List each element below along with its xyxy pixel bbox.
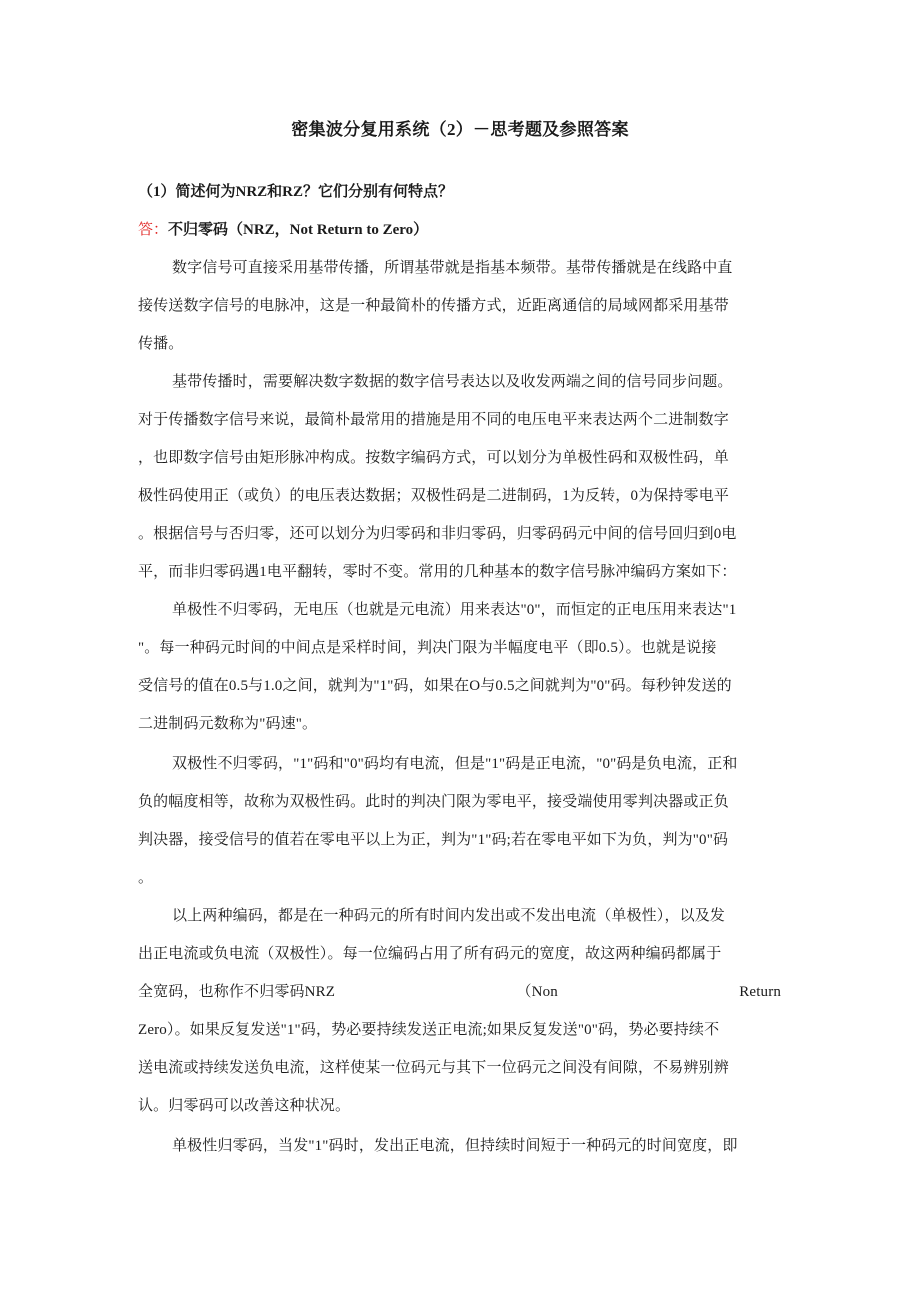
paragraph-1-line-1: 数字信号可直接采用基带传播，所谓基带就是指基本频带。基带传播就是在线路中直	[172, 260, 733, 276]
paragraph-3-line-3: 受信号的值在0.5与1.0之间，就判为"1"码，如果在O与0.5之间就判为"0"码。每秒钟发送的	[138, 678, 732, 694]
paragraph-1-line-3: 传播。	[138, 336, 184, 352]
paragraph-4-line-1: 双极性不归零码，"1"码和"0"码均有电流，但是"1"码是正电流，"0"码是负电流，正和	[172, 756, 738, 772]
paragraph-5-line-4: Zero）。如果反复发送"1"码，势必要持续发送正电流;如果反复发送"0"码，势必要持续不	[138, 1022, 720, 1038]
answer-heading	[138, 217, 428, 243]
paragraph-1-line-2: 接传送数字信号的电脉冲，这是一种最简朴的传播方式，近距离通信的局域网都采用基带	[138, 298, 729, 314]
paragraph-3-line-2: "。每一种码元时间的中间点是采样时间，判决门限为半幅度电平（即0.5）。也就是说接	[138, 640, 717, 656]
paragraph-2-line-5: 。根据信号与否归零，还可以划分为归零码和非归零码，归零码码元中间的信号回归到0电	[138, 526, 737, 542]
question-heading: （1）简述何为NRZ和RZ？它们分别有何特点？	[138, 184, 454, 200]
paragraph-5-line-2: 出正电流或负电流（双极性）。每一位编码占用了所有码元的宽度，故这两种编码都属于	[138, 946, 722, 962]
paragraph-4-line-4: 。	[138, 870, 154, 886]
paragraph-6-line-1: 单极性归零码，当发"1"码时，发出正电流，但持续时间短于一种码元的时间宽度，即	[172, 1138, 738, 1154]
paragraph-3-line-4: 二进制码元数称为"码速"。	[138, 716, 318, 732]
justified-part-1: 全宽码，也称作不归零码NRZ	[138, 984, 336, 1000]
paragraph-5-line-5: 送电流或持续发送负电流，这样使某一位码元与其下一位码元之间没有间隙，不易辨别辨	[138, 1060, 729, 1076]
answer-prefix: 答：	[138, 222, 169, 238]
paragraph-4-line-3: 判决器，接受信号的值若在零电平以上为正，判为"1"码;若在零电平如下为负，判为"0"码	[138, 832, 729, 848]
paragraph-2-line-4: 极性码使用正（或负）的电压表达数据；双极性码是二进制码，1为反转，0为保持零电平	[138, 488, 730, 504]
paragraph-5-line-6: 认。归零码可以改善这种状况。	[138, 1098, 351, 1114]
paragraph-5-line-3	[138, 979, 781, 1005]
answer-heading-text: 不归零码（NRZ，Not Return to Zero）	[168, 222, 429, 238]
document-title: 密集波分复用系统（2）－思考题及参照答案	[291, 120, 629, 139]
paragraph-2-line-3: ，也即数字信号由矩形脉冲构成。按数字编码方式，可以划分为单极性码和双极性码，单	[138, 450, 729, 466]
paragraph-3-line-1: 单极性不归零码，无电压（也就是元电流）用来表达"0"，而恒定的正电压用来表达"1	[172, 602, 737, 618]
paragraph-2-line-2: 对于传播数字信号来说，最简朴最常用的措施是用不同的电压电平来表达两个二进制数字	[138, 412, 729, 428]
paragraph-5-line-1: 以上两种编码，都是在一种码元的所有时间内发出或不发出电流（单极性），以及发	[172, 908, 726, 924]
paragraph-2-line-1: 基带传播时，需要解决数字数据的数字信号表达以及收发两端之间的信号同步问题。	[172, 374, 733, 390]
justified-part-2: （Non	[516, 984, 558, 1000]
justified-part-3: Return	[739, 984, 781, 1000]
paragraph-2-line-6: 平，而非归零码遇1电平翻转，零时不变。常用的几种基本的数字信号脉冲编码方案如下：	[138, 564, 737, 580]
paragraph-4-line-2: 负的幅度相等，故称为双极性码。此时的判决门限为零电平，接受端使用零判决器或正负	[138, 794, 729, 810]
